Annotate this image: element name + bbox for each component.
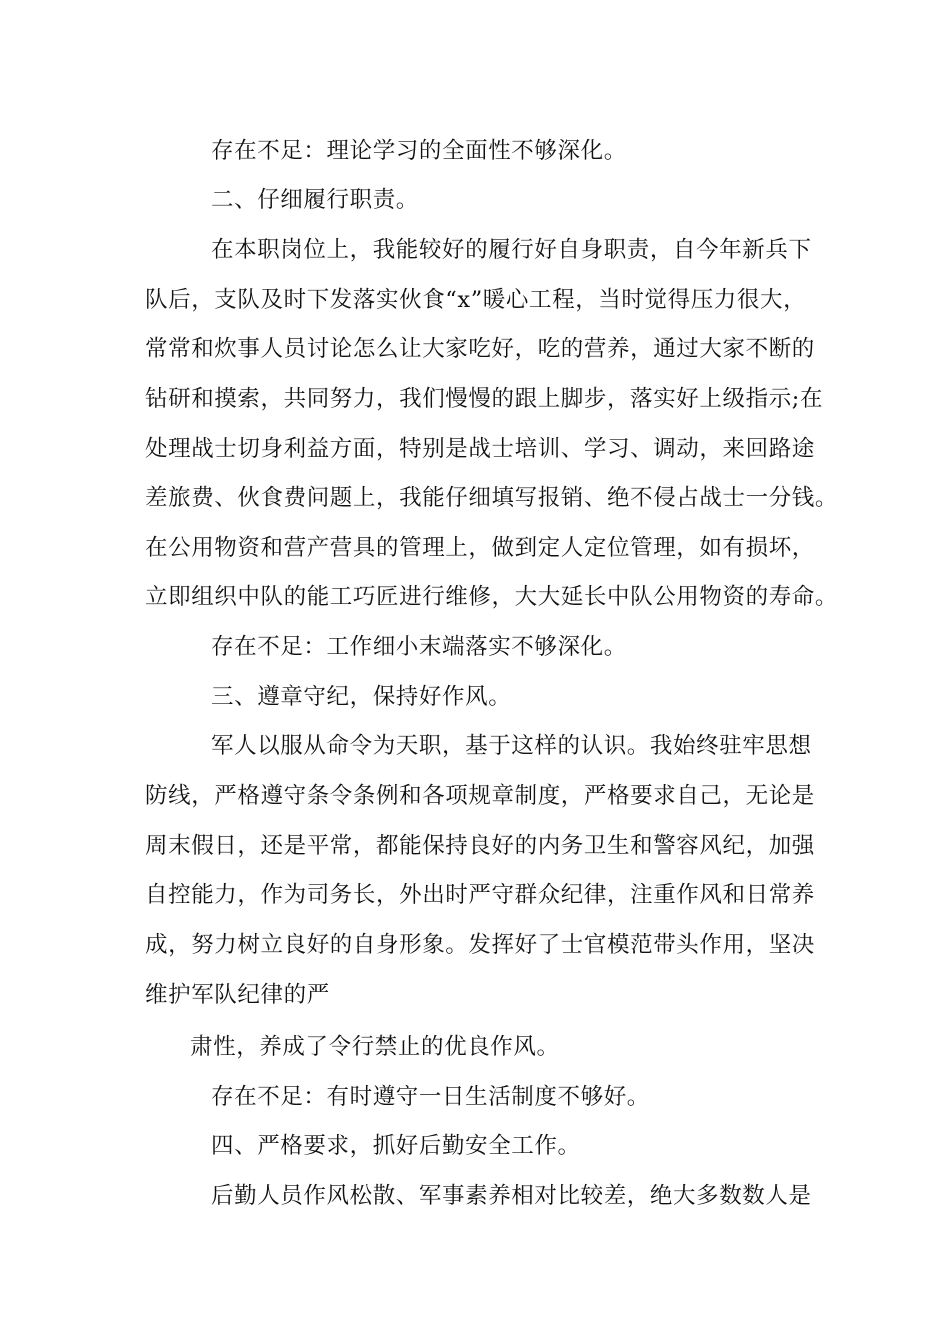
- text-line: 处理战士切身利益方面，特别是战士培训、学习、调动，来回路途: [145, 436, 815, 462]
- text-line: 队后，支队及时下发落实伙食“x”暖心工程，当时觉得压力很大，: [145, 287, 807, 313]
- text-line: 后勤人员作风松散、军事素养相对比较差，绝大多数数人是: [211, 1183, 812, 1209]
- text-line: 维护军队纪律的严: [145, 982, 330, 1008]
- section-heading-4: 四、严格要求，抓好后勤安全工作。: [211, 1133, 581, 1159]
- text-line-shortcoming-3: 存在不足：有时遵守一日生活制度不够好。: [211, 1084, 650, 1110]
- text-line: 自控能力，作为司务长，外出时严守群众纪律，注重作风和日常养: [145, 882, 815, 908]
- text-line: 在本职岗位上，我能较好的履行好自身职责，自今年新兵下: [211, 237, 812, 263]
- text-line: 常常和炊事人员讨论怎么让大家吃好，吃的营养，通过大家不断的: [145, 336, 815, 362]
- section-heading-3: 三、遵章守纪，保持好作风。: [211, 684, 512, 710]
- text-line: 肃性，养成了令行禁止的优良作风。: [190, 1034, 560, 1060]
- text-line-shortcoming-1: 存在不足：理论学习的全面性不够深化。: [211, 138, 627, 164]
- text-line: 周末假日，还是平常，都能保持良好的内务卫生和警容风纪，加强: [145, 833, 815, 859]
- text-line: 防线，严格遵守条令条例和各项规章制度，严格要求自己，无论是: [145, 783, 815, 809]
- text-line: 立即组织中队的能工巧匠进行维修，大大延长中队公用物资的寿命。: [145, 584, 839, 610]
- text-line-shortcoming-2: 存在不足：工作细小末端落实不够深化。: [211, 634, 627, 660]
- text-line: 军人以服从命令为天职，基于这样的认识。我始终驻牢思想: [211, 733, 812, 759]
- text-line: 钻研和摸索，共同努力，我们慢慢的跟上脚步，落实好上级指示;在: [145, 386, 824, 412]
- text-line: 成，努力树立良好的自身形象。发挥好了士官模范带头作用，坚决: [145, 932, 815, 958]
- section-heading-2: 二、仔细履行职责。: [211, 187, 419, 213]
- text-line: 在公用物资和营产营具的管理上，做到定人定位管理，如有损坏，: [145, 535, 815, 561]
- text-line: 差旅费、伙食费问题上，我能仔细填写报销、绝不侵占战士一分钱。: [145, 485, 839, 511]
